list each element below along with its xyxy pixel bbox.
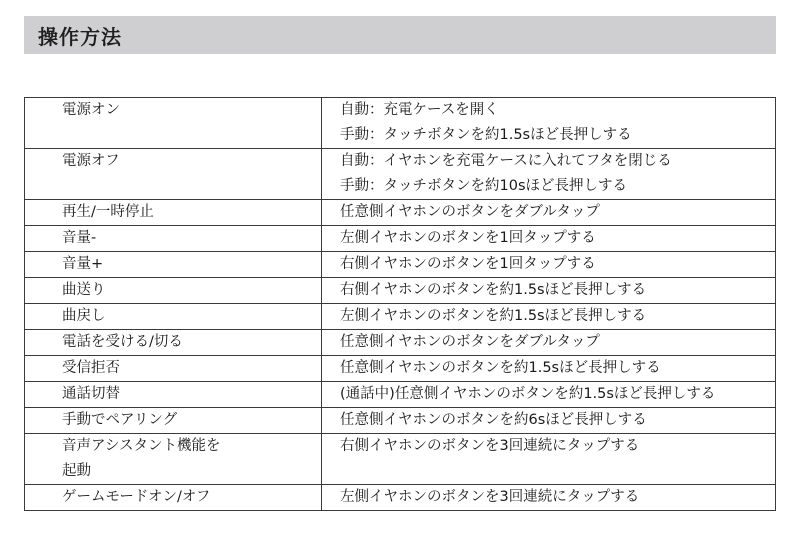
description-cell	[322, 278, 776, 304]
description-cell	[322, 356, 776, 382]
description-cell	[322, 485, 776, 511]
description-text: (通話中)任意側イヤホンのボタンを約1.5sほど長押しする	[340, 386, 716, 402]
description-cell	[322, 330, 776, 356]
description-text: 手動：タッチボタンを約10sほど長押しする	[340, 178, 628, 194]
page-title-bar	[24, 16, 776, 54]
operation-text: 手動でペアリング	[62, 412, 178, 428]
description-cell	[322, 408, 776, 434]
operation-text: 音量+	[62, 256, 104, 272]
description-cell	[322, 200, 776, 226]
operation-cell	[25, 382, 322, 408]
description-text: 手動：タッチボタンを約1.5sほど長押しする	[340, 127, 632, 143]
table-row	[25, 356, 776, 382]
operation-cell	[25, 408, 322, 434]
operation-cell	[25, 252, 322, 278]
table-row	[25, 226, 776, 252]
description-text: 任意側イヤホンのボタンを約1.5sほど長押しする	[340, 360, 661, 376]
description-text: 右側イヤホンのボタンを約1.5sほど長押しする	[340, 282, 647, 298]
table-row	[25, 330, 776, 356]
description-cell	[322, 226, 776, 252]
operation-cell	[25, 434, 322, 485]
description-text: 任意側イヤホンのボタンをダブルタップ	[340, 204, 600, 220]
operation-text: 起動	[62, 463, 91, 479]
description-text: 左側イヤホンのボタンを約1.5sほど長押しする	[340, 308, 647, 324]
operation-text: 音声アシスタント機能を	[62, 438, 221, 454]
description-text: 右側イヤホンのボタンを3回連続にタップする	[340, 438, 640, 454]
description-cell	[322, 382, 776, 408]
operation-cell	[25, 226, 322, 252]
description-text: 左側イヤホンのボタンを1回タップする	[340, 230, 596, 246]
operation-text: 再生/一時停止	[62, 204, 154, 220]
table-row	[25, 278, 776, 304]
operation-text: 曲送り	[62, 282, 106, 298]
table-row	[25, 434, 776, 485]
table-row	[25, 382, 776, 408]
operation-cell	[25, 356, 322, 382]
operation-cell	[25, 278, 322, 304]
operation-cell	[25, 485, 322, 511]
table-row	[25, 149, 776, 200]
operations-table	[24, 97, 776, 511]
operation-text: 電話を受ける/切る	[62, 334, 183, 350]
table-row	[25, 485, 776, 511]
description-text: 右側イヤホンのボタンを1回タップする	[340, 256, 596, 272]
operation-text: 電源オン	[62, 102, 120, 118]
operation-text: 曲戻し	[62, 308, 106, 324]
description-text: 自動：充電ケースを開く	[340, 102, 499, 118]
table-row	[25, 408, 776, 434]
table-row	[25, 252, 776, 278]
operation-text: 電源オフ	[62, 153, 120, 169]
description-cell	[322, 304, 776, 330]
description-cell	[322, 434, 776, 485]
description-cell	[322, 98, 776, 149]
table-row	[25, 98, 776, 149]
operations-table-body	[25, 98, 776, 511]
table-row	[25, 200, 776, 226]
operation-text: 受信拒否	[62, 360, 120, 376]
operation-cell	[25, 330, 322, 356]
operation-cell	[25, 98, 322, 149]
operation-text: ゲームモードオン/オフ	[62, 489, 211, 505]
operation-cell	[25, 149, 322, 200]
description-cell	[322, 252, 776, 278]
description-text: 任意側イヤホンのボタンをダブルタップ	[340, 334, 600, 350]
description-text: 左側イヤホンのボタンを3回連続にタップする	[340, 489, 640, 505]
operation-text: 通話切替	[62, 386, 120, 402]
operation-cell	[25, 304, 322, 330]
page-title: 操作方法	[38, 24, 122, 49]
description-text: 任意側イヤホンのボタンを約6sほど長押しする	[340, 412, 647, 428]
operation-cell	[25, 200, 322, 226]
description-cell	[322, 149, 776, 200]
table-row	[25, 304, 776, 330]
description-text: 自動：イヤホンを充電ケースに入れてフタを閉じる	[340, 153, 672, 169]
operation-text: 音量-	[62, 230, 97, 246]
